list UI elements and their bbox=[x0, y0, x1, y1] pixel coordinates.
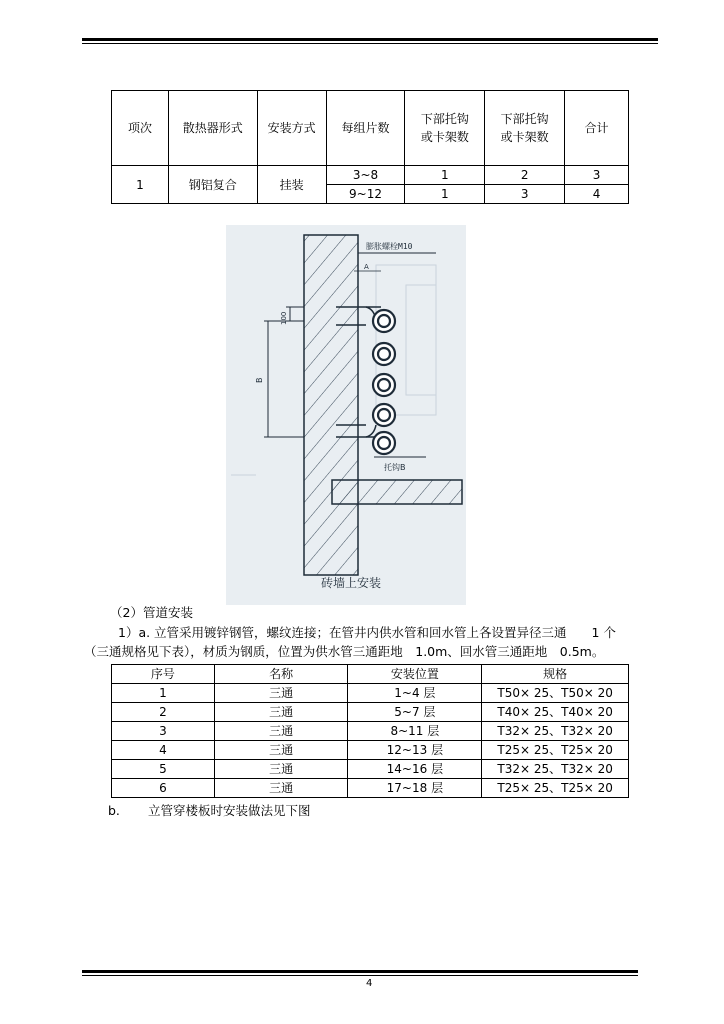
header-cell bbox=[485, 91, 565, 166]
table-row bbox=[112, 779, 629, 798]
header-rule bbox=[82, 38, 658, 41]
paragraph-line-2: （三通规格见下表），材质为钢质，位置为供水管三通距地 1.0m、回水管三通距地 0.5m。 bbox=[84, 644, 605, 659]
header-line: 下部托钩 bbox=[500, 112, 549, 126]
table-cell: T25× 25、T25× 20 bbox=[482, 779, 629, 798]
table-row bbox=[112, 760, 629, 779]
table-cell: 钢铝复合 bbox=[168, 166, 257, 204]
table-row bbox=[112, 684, 629, 703]
table-cell: 1 bbox=[405, 166, 485, 185]
dim-a-label: A bbox=[364, 263, 369, 271]
table-cell: 三通 bbox=[214, 722, 348, 741]
floor-slab bbox=[332, 480, 462, 504]
header-cell: 安装方式 bbox=[257, 91, 326, 166]
header-line: 或卡架数 bbox=[420, 130, 469, 144]
table-row bbox=[112, 741, 629, 760]
table-cell: 三通 bbox=[214, 741, 348, 760]
table-cell: 14~16 层 bbox=[348, 760, 482, 779]
table-cell: 3 bbox=[112, 722, 215, 741]
note-b-label: b. bbox=[108, 803, 120, 818]
table-cell: T32× 25、T32× 20 bbox=[482, 760, 629, 779]
table-cell: 1 bbox=[112, 166, 169, 204]
header-cell: 名称 bbox=[214, 665, 348, 684]
page-number: 4 bbox=[366, 978, 373, 989]
table-cell: 挂装 bbox=[257, 166, 326, 204]
dim-100-label: 100 bbox=[280, 311, 288, 325]
table-cell: 2 bbox=[485, 166, 565, 185]
header-line: 或卡架数 bbox=[500, 130, 549, 144]
header-line: 下部托钩 bbox=[420, 112, 469, 126]
table-cell: 5~7 层 bbox=[348, 703, 482, 722]
table-row bbox=[112, 703, 629, 722]
dim-b-label: B bbox=[255, 377, 264, 383]
brick-wall bbox=[304, 235, 358, 575]
table-cell: 三通 bbox=[214, 779, 348, 798]
table-cell: T25× 25、T25× 20 bbox=[482, 741, 629, 760]
section-heading: （2）管道安装 bbox=[110, 605, 193, 620]
radiator-bracket-table bbox=[111, 90, 629, 204]
table-cell: 3 bbox=[485, 185, 565, 204]
table-cell: 8~11 层 bbox=[348, 722, 482, 741]
table-cell: T32× 25、T32× 20 bbox=[482, 722, 629, 741]
header-rule-thin bbox=[82, 43, 658, 44]
bolt-label: 膨胀螺栓M10 bbox=[366, 242, 413, 251]
header-cell: 序号 bbox=[112, 665, 215, 684]
header-cell: 散热器形式 bbox=[168, 91, 257, 166]
tee-spec-table bbox=[111, 664, 629, 798]
header-cell: 项次 bbox=[112, 91, 169, 166]
table-row bbox=[112, 722, 629, 741]
figure-caption: 砖墙上安装 bbox=[321, 576, 382, 590]
table-cell: T40× 25、T40× 20 bbox=[482, 703, 629, 722]
table-cell: 三通 bbox=[214, 684, 348, 703]
header-cell: 合计 bbox=[565, 91, 629, 166]
table-cell: 1 bbox=[405, 185, 485, 204]
table-cell: 5 bbox=[112, 760, 215, 779]
header-cell: 每组片数 bbox=[326, 91, 405, 166]
table-cell: T50× 25、T50× 20 bbox=[482, 684, 629, 703]
table-cell: 1~4 层 bbox=[348, 684, 482, 703]
table-cell: 17~18 层 bbox=[348, 779, 482, 798]
table-cell: 4 bbox=[565, 185, 629, 204]
table-cell: 1 bbox=[112, 684, 215, 703]
paragraph-line-1: 1）a. 立管采用镀锌钢管，螺纹连接；在管井内供水管和回水管上各设置异径三通 1 个 bbox=[118, 625, 616, 640]
table-cell: 4 bbox=[112, 741, 215, 760]
footer-rule-thin bbox=[82, 975, 638, 976]
table-cell: 12~13 层 bbox=[348, 741, 482, 760]
footer-rule bbox=[82, 970, 638, 973]
table-cell: 3~8 bbox=[326, 166, 405, 185]
table-cell: 三通 bbox=[214, 703, 348, 722]
table-cell: 2 bbox=[112, 703, 215, 722]
table-cell: 3 bbox=[565, 166, 629, 185]
header-cell: 规格 bbox=[482, 665, 629, 684]
table-cell: 9~12 bbox=[326, 185, 405, 204]
header-cell: 安装位置 bbox=[348, 665, 482, 684]
hook-label: 托钩B bbox=[384, 463, 406, 472]
note-b-text: 立管穿楼板时安装做法见下图 bbox=[148, 803, 311, 818]
header-cell bbox=[405, 91, 485, 166]
wall-mount-diagram bbox=[226, 225, 466, 605]
table-cell: 三通 bbox=[214, 760, 348, 779]
table-cell: 6 bbox=[112, 779, 215, 798]
